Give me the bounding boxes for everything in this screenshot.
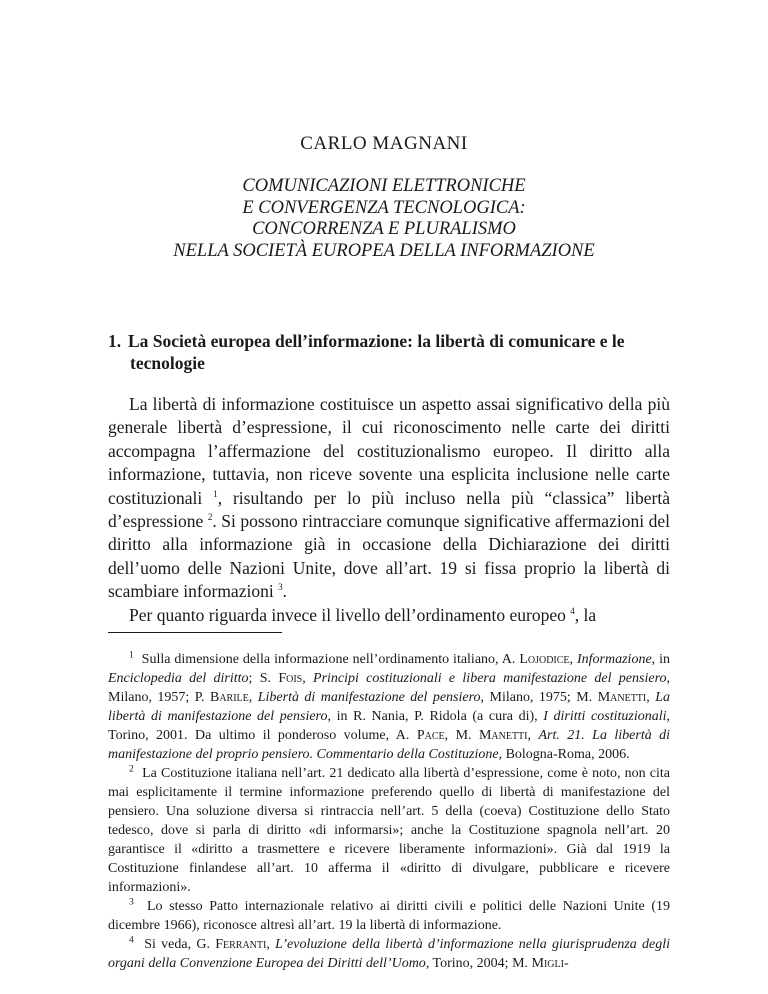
footnote-4: $^4$ Si veda, G. Ferranti, L’evoluzione della libertà d’informazione nella giurisprudenza degli organi della Convenzione Europea dei Diritti dell’Uomo, Torino, 2004; M. Migli-	[108, 935, 671, 971]
footnote-number: 3	[129, 897, 134, 908]
footnote-number: 4	[129, 935, 134, 946]
paragraph: La libertà di informazione costituisce un aspetto assai significativo della più generale libertà d’espressione, il cui riconoscimento nelle carte dei diritti accompagna l’affermazione del costituzionalismo europeo. Il diritto alla informazione, tuttavia, non riceve sovente una esplicita inclusione nelle carte costituzionali $^1$, risultando per lo più incluso nella più “classica” libertà d’espressione $^2$. Si possono rintracciare comunque significative affermazioni del diritto alla informazione già in occasione della Dichiarazione dei diritti dell’uomo delle Nazioni Unite, dove all’art. 19 si fissa proprio la libertà di scambiare informazioni $^3$.	[108, 394, 671, 602]
section-number: 1.	[108, 331, 122, 351]
title-line: CONCORRENZA E PLURALISMO	[252, 219, 516, 239]
footnotes	[108, 650, 670, 973]
body-text	[108, 393, 670, 627]
title-line: NELLA SOCIETÀ EUROPEA DELLA INFORMAZIONE	[173, 240, 595, 261]
footnote-ref: 2	[207, 512, 213, 523]
footnote-3: $^3$ Lo stesso Patto internazionale relativo ai diritti civili e politici delle Nazioni Unite (19 dicembre 1966), riconosce altresì all’art. 19 la libertà di informazione.	[108, 897, 671, 933]
footnote-2: $^2$ La Costituzione italiana nell’art. 21 dedicato alla libertà d’espressione, come è noto, non cita mai esplicitamente il termine informazione preferendo quello di libertà di manifestazione del pensiero. Una soluzione diversa si rintraccia nell’art. 5 della (coeva) Costituzione dello Stato tedesco, dove si parla di diritto «di informarsi»; anche la Costituzione spagnola nell’art. 20 garantisce il «diritto a trasmettere e ricevere liberamente informazioni». Già dal 1919 la Costituzione finlandese all’art. 10 afferma il «diritto di divulgare, pubblicare e ricevere informazioni».	[108, 764, 671, 895]
footnote-1: $^1$ Sulla dimensione della informazione nell’ordinamento italiano, A. Lojodice, Informazione, in Enciclopedia del diritto; S. Fois, Principi costituzionali e libera manifestazione del pensiero, Milano, 1957; P. Barile, Libertà di manifestazione del pensiero, Milano, 1975; M. Manetti, La libertà di manifestazione del pensiero, in R. Nania, P. Ridola (a cura di), I diritti costituzionali, Torino, 2001. Da ultimo il ponderoso volume, A. Pace, M. Manetti, Art. 21. La libertà di manifestazione del proprio pensiero. Commentario della Costituzione, Bologna-Roma, 2006.	[108, 650, 671, 762]
footnote-number: 2	[129, 764, 134, 775]
footnote-ref: 1	[213, 488, 218, 499]
footnote-separator	[108, 632, 282, 633]
article-title	[0, 176, 768, 262]
author-name: CARLO MAGNANI	[300, 133, 468, 154]
paragraph: Per quanto riguarda invece il livello dell’ordinamento europeo $^4$, la	[129, 604, 597, 625]
title-line: COMUNICAZIONI ELETTRONICHE	[242, 176, 526, 196]
section-heading	[108, 330, 668, 374]
section-title: La Società europea dell’informazione: la libertà di comunicare e le tecnologie	[128, 331, 625, 373]
footnote-ref: 4	[570, 605, 575, 616]
title-line: E CONVERGENZA TECNOLOGICA:	[242, 197, 526, 218]
footnote-ref: 3	[278, 582, 283, 593]
footnote-number: 1	[129, 650, 134, 661]
